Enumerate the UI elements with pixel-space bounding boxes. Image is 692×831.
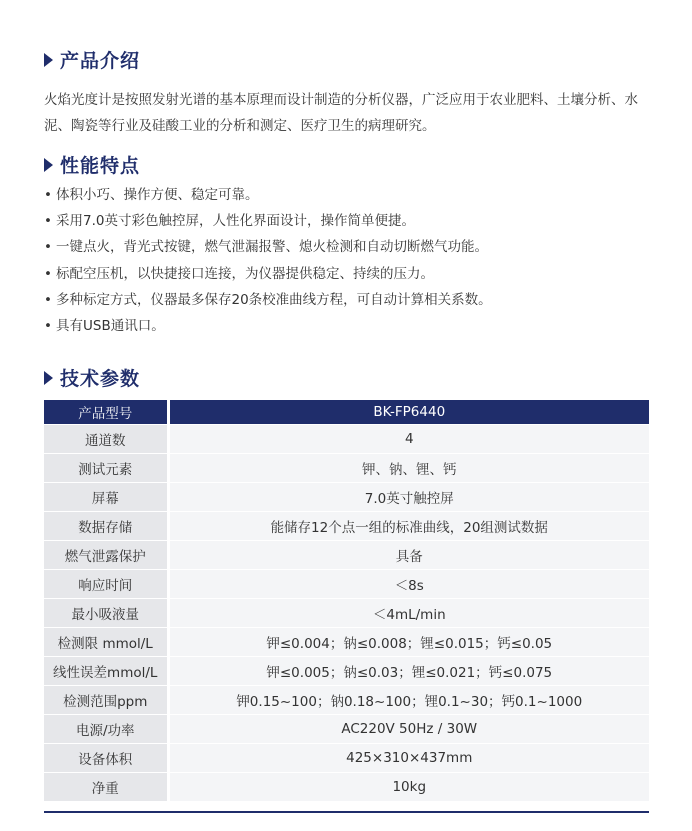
feature-item: • 一键点火，背光式按键，燃气泄漏报警、熄火检测和自动切断燃气功能。	[44, 234, 492, 260]
spec-label: 线性误差mmol/L	[44, 657, 168, 686]
features-list	[44, 182, 492, 339]
table-row	[44, 512, 649, 541]
spec-table	[44, 400, 649, 802]
table-row	[44, 541, 649, 570]
spec-value: 钾、钠、锂、钙	[168, 454, 649, 483]
spec-label: 最小吸液量	[44, 599, 168, 628]
spec-label: 检测范围ppm	[44, 686, 168, 715]
spec-value: 能储存12个点一组的标准曲线，20组测试数据	[168, 512, 649, 541]
feature-item: • 具有USB通讯口。	[44, 313, 492, 339]
spec-value: 4	[168, 425, 649, 454]
spec-value: 7.0英寸触控屏	[168, 483, 649, 512]
table-row	[44, 686, 649, 715]
table-row	[44, 570, 649, 599]
bullet-icon: •	[44, 239, 52, 256]
spec-header-row	[44, 400, 649, 425]
triangle-icon	[44, 53, 53, 67]
bullet-icon: •	[44, 213, 52, 230]
section-title-text: 性能特点	[60, 155, 141, 177]
intro-paragraph: 火焰光度计是按照发射光谱的基本原理而设计制造的分析仪器，广泛应用于农业肥料、土壤分析、水泥、陶瓷等行业及硅酸工业的分析和测定、医疗卫生的病理研究。	[44, 92, 638, 134]
table-row	[44, 773, 649, 802]
bullet-icon: •	[44, 265, 52, 282]
table-row	[44, 628, 649, 657]
spec-label: 响应时间	[44, 570, 168, 599]
triangle-icon	[44, 371, 53, 385]
spec-value: ＜8s	[168, 570, 649, 599]
section-title-specs	[44, 364, 140, 391]
section-title-features	[44, 151, 140, 178]
table-row	[44, 483, 649, 512]
spec-label: 屏幕	[44, 483, 168, 512]
section-title-intro	[44, 46, 140, 73]
bottom-divider	[44, 811, 649, 813]
section-title-text: 产品介绍	[60, 50, 141, 72]
spec-label: 数据存储	[44, 512, 168, 541]
spec-header-value: BK-FP6440	[168, 400, 649, 425]
spec-label: 检测限 mmol/L	[44, 628, 168, 657]
spec-value: 10kg	[168, 773, 649, 802]
bullet-icon: •	[44, 317, 52, 334]
feature-item: • 多种标定方式，仪器最多保存20条校准曲线方程，可自动计算相关系数。	[44, 287, 492, 313]
bullet-icon: •	[44, 291, 52, 308]
feature-item: • 标配空压机，以快捷接口连接，为仪器提供稳定、持续的压力。	[44, 261, 492, 287]
spec-label: 燃气泄露保护	[44, 541, 168, 570]
spec-label: 通道数	[44, 425, 168, 454]
section-title-text: 技术参数	[60, 368, 141, 390]
spec-value: 钾0.15~100；钠0.18~100；锂0.1~30；钙0.1~1000	[168, 686, 649, 715]
feature-item: • 采用7.0英寸彩色触控屏，人性化界面设计，操作简单便捷。	[44, 208, 492, 234]
bullet-icon: •	[44, 187, 52, 203]
table-row	[44, 599, 649, 628]
spec-label: 电源/功率	[44, 715, 168, 744]
table-row	[44, 454, 649, 483]
spec-label: 设备体积	[44, 744, 168, 773]
spec-value: AC220V 50Hz / 30W	[168, 715, 649, 744]
spec-value: 钾≤0.004；钠≤0.008；锂≤0.015；钙≤0.05	[168, 628, 649, 657]
spec-label: 测试元素	[44, 454, 168, 483]
table-row	[44, 744, 649, 773]
table-row	[44, 657, 649, 686]
spec-value: 具备	[168, 541, 649, 570]
spec-value: ＜4mL/min	[168, 599, 649, 628]
spec-value: 钾≤0.005；钠≤0.03；锂≤0.021；钙≤0.075	[168, 657, 649, 686]
spec-label: 净重	[44, 773, 168, 802]
triangle-icon	[44, 158, 53, 172]
spec-value: 425×310×437mm	[168, 744, 649, 773]
spec-header-label: 产品型号	[44, 400, 168, 425]
table-row	[44, 715, 649, 744]
feature-item: • 体积小巧、操作方便、稳定可靠。	[44, 182, 492, 208]
table-row	[44, 425, 649, 454]
